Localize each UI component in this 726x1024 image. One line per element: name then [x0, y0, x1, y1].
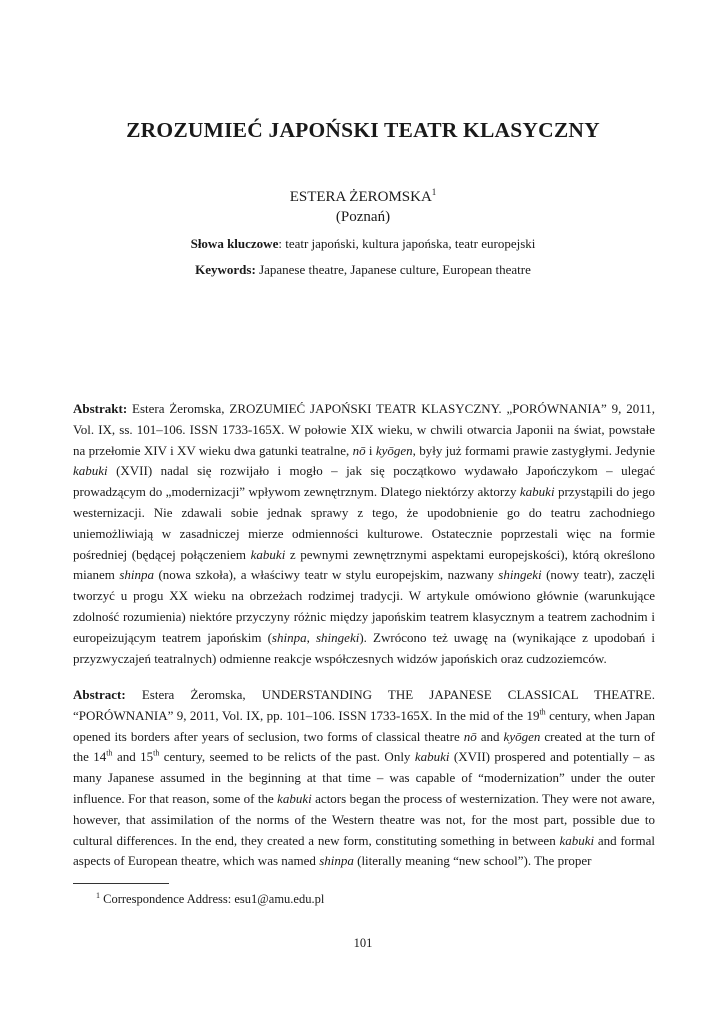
abstract-polish-text: przystąpili do jego westernizacji. Nie zdawali sobie jednak sprawy z tego, że upodobnienie go do teatru zachodniego uniemożliwiają w zasadniczej mierze odmienności kulturowe. Ostatecznie poprzestali więc na formie pośredniej (będącej połączeniem [73, 484, 655, 562]
term-shingeki: shingeki [316, 629, 360, 645]
abstract-polish-text: z pewnymi zewnętrznymi aspektami europejskości), którą określono mianem [73, 546, 656, 583]
footnote-text: Correspondence Address: esu1@amu.edu.pl [100, 892, 325, 907]
term-no: nō [463, 728, 477, 744]
term-kyogen: kyōgen [375, 442, 413, 458]
keywords-polish-label: Słowa kluczowe [190, 236, 279, 251]
abstract-english-text: and 15 [112, 749, 154, 765]
abstract-polish-text: (XVII) nadal się rozwijało i mogło – jak się początkowo wydawało Japończykom – ulegać prowadzącym do „modernizacji” wpływom zewnętrznym. Dlatego niektórzy aktorzy [73, 463, 655, 500]
abstract-english-text: and [476, 728, 504, 744]
keywords-polish [0, 236, 726, 252]
term-kabuki: kabuki [519, 484, 555, 500]
abstract-polish [73, 399, 655, 669]
abstract-english-text: century, seemed to be relicts of the past. Only [159, 749, 415, 765]
term-shingeki: shingeki [498, 567, 542, 583]
term-shinpa: shinpa [319, 853, 354, 869]
abstract-english [73, 685, 655, 872]
keywords-english-text: Japanese theatre, Japanese culture, European theatre [255, 262, 531, 277]
author-affiliation: (Poznań) [335, 209, 391, 225]
keywords-english [0, 262, 726, 278]
article-title: ZROZUMIEĆ JAPOŃSKI TEATR KLASYCZNY [126, 118, 600, 142]
term-kabuki: kabuki [277, 790, 312, 806]
term-kabuki: kabuki [414, 749, 450, 765]
abstract-english-text: Estera Żeromska, UNDERSTANDING THE JAPANESE CLASSICAL THEATRE. “PORÓWNANIA” 9, 2011, Vol. IX, pp. 101–106. ISSN 1733-165X. In the mid of the 19 [73, 687, 655, 723]
term-kyogen: kyōgen [503, 728, 541, 744]
term-kabuki: kabuki [250, 546, 286, 562]
abstract-english-text: created at the turn of the 14 [73, 728, 655, 765]
term-shinpa: shinpa [119, 567, 155, 583]
abstract-polish-label: Abstrakt: [73, 401, 128, 416]
abstract-english-text: century, when Japan opened its borders after years of seclusion, two forms of classical theatre [73, 707, 656, 744]
author-block [0, 182, 726, 227]
abstract-polish-text: , [306, 629, 316, 645]
abstract-polish-text: Estera Żeromska, ZROZUMIEĆ JAPOŃSKI TEATR KLASYCZNY. „PORÓWNANIA” 9, 2011, Vol. IX, ss. 101–106. ISSN 1733-165X. W połowie XIX wieku, w chwili otwarcia Japonii na świat, powstałe na przełomie XIV i XV wieku dwa gatunki teatralne, [73, 401, 655, 458]
ordinal-suffix: th [539, 707, 546, 717]
abstract-english-text: and formal aspects of European theatre, which was named [73, 832, 656, 869]
abstract-polish-text: , były już formami prawie zastygłymi. Jedynie [412, 442, 655, 458]
keywords-english-label: Keywords: [195, 262, 256, 277]
footnote-mark: 1 [96, 891, 100, 900]
abstract-english-text: (XVII) prospered and potentially – as many Japanese assumed in the beginning at that time – was capable of “modernization” under the outer influence. For that reason, some of the [73, 749, 655, 806]
footnote-divider [73, 883, 169, 884]
author-footnote-mark[interactable]: 1 [431, 187, 437, 197]
ordinal-suffix: th [106, 749, 113, 759]
footnote [96, 891, 324, 907]
term-no: nō [352, 442, 366, 458]
page-number: 101 [353, 936, 373, 950]
abstract-polish-text: (nowa szkoła), a właściwy teatr w stylu europejskim, nazwany [154, 567, 499, 583]
author-name: ESTERA ŻEROMSKA [289, 189, 432, 205]
term-shinpa: shinpa [271, 629, 307, 645]
term-kabuki: kabuki [73, 463, 108, 479]
term-kabuki: kabuki [559, 832, 595, 848]
keywords-polish-text: : teatr japoński, kultura japońska, teatr europejski [278, 236, 536, 251]
abstract-english-text: (literally meaning “new school”). The proper [353, 853, 592, 869]
abstract-english-text: actors began the process of westernization. They were not aware, however, that assimilation of the norms of the Western theatre was not, for the most part, possible due to cultural differences. In the end, they created a new form, constituting something in between [73, 790, 655, 848]
ordinal-suffix: th [153, 749, 160, 759]
author-line [0, 182, 726, 207]
abstract-english-label: Abstract: [73, 687, 126, 702]
abstract-polish-text: i [365, 442, 376, 458]
abstract-polish-text: ). Zwrócono też uwagę na (wynikające z upodobań i przyzwyczajeń teatralnych) odmienne reakcje współczesnych widzów japońskich oraz cudzoziemców. [73, 629, 656, 666]
abstract-polish-text: (nowy teatr), zaczęli tworzyć u progu XX wieku na obrzeżach rodzimej tradycji. W artykule omówiono głównie (warunkujące zdolność rozumienia) niektóre przyczyny różnic między japońskim teatrem klasycznym a teatrem zachodnim i europeizującym teatrem japońskim ( [73, 567, 655, 645]
